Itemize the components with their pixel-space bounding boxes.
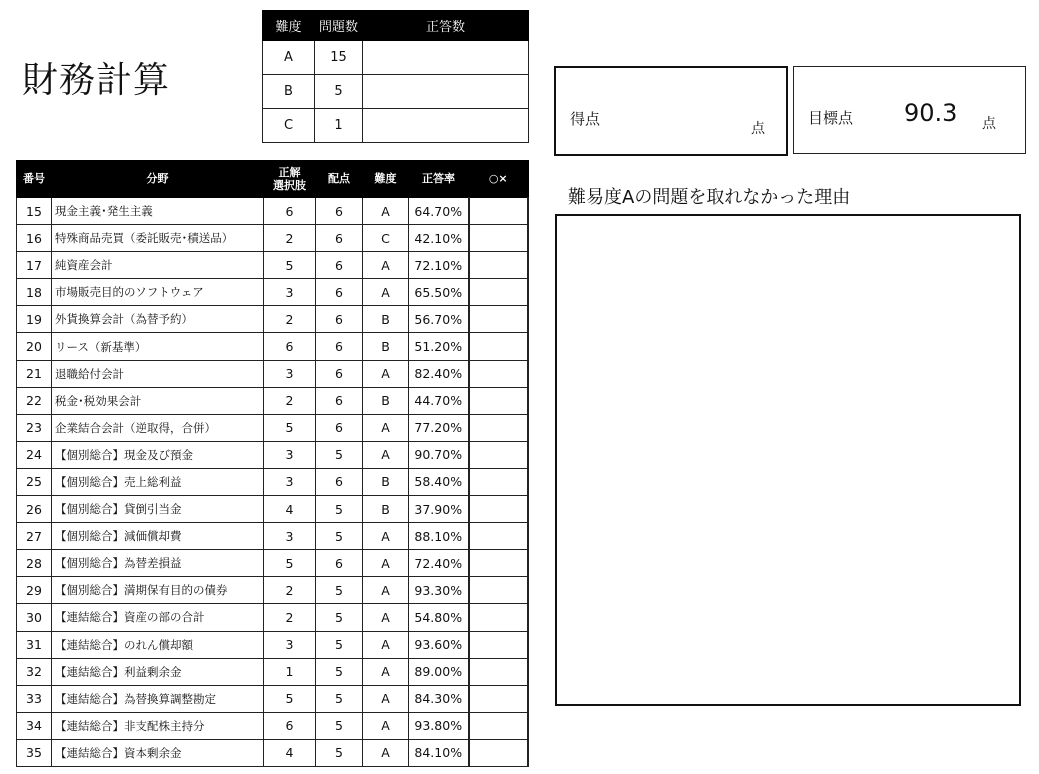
difficulty: B — [363, 333, 409, 360]
difficulty-row — [263, 75, 529, 109]
correct-choice: 6 — [264, 712, 316, 739]
table-row — [17, 604, 529, 631]
correct-choice: 2 — [264, 577, 316, 604]
question-number: 18 — [17, 279, 52, 306]
points: 6 — [316, 279, 363, 306]
field-name: 企業結合会計（逆取得，合併） — [52, 414, 264, 441]
correct-rate: 93.60% — [409, 631, 469, 658]
difficulty: A — [363, 658, 409, 685]
field-name: 【個別総合】満期保有目的の債券 — [52, 577, 264, 604]
difficulty: C — [363, 225, 409, 252]
table-row — [17, 198, 529, 225]
result-mark-input[interactable] — [469, 604, 529, 631]
target-unit: 点 — [982, 116, 996, 132]
table-row — [17, 550, 529, 577]
correct-rate: 44.70% — [409, 387, 469, 414]
points: 5 — [316, 631, 363, 658]
difficulty-row — [263, 109, 529, 143]
header-count: 問題数 — [315, 11, 363, 41]
points: 5 — [316, 712, 363, 739]
table-row — [17, 441, 529, 468]
header-result: ○× — [469, 161, 529, 198]
result-mark-input[interactable] — [469, 631, 529, 658]
points: 6 — [316, 333, 363, 360]
points: 5 — [316, 739, 363, 766]
correct-choice: 2 — [264, 387, 316, 414]
correct-choice: 2 — [264, 604, 316, 631]
difficulty: A — [363, 712, 409, 739]
correct-choice: 3 — [264, 279, 316, 306]
field-name: 【個別総合】売上総利益 — [52, 468, 264, 495]
question-number: 17 — [17, 252, 52, 279]
field-name: 【連結総合】のれん償却額 — [52, 631, 264, 658]
question-number: 24 — [17, 441, 52, 468]
question-number: 28 — [17, 550, 52, 577]
correct-rate: 37.90% — [409, 496, 469, 523]
score-label: 得点 — [570, 110, 601, 128]
correct-rate: 51.20% — [409, 333, 469, 360]
question-number: 27 — [17, 523, 52, 550]
question-number: 19 — [17, 306, 52, 333]
target-label: 目標点 — [808, 109, 854, 127]
question-count: 15 — [315, 41, 363, 75]
target-value: 90.3 — [904, 99, 958, 127]
difficulty: B — [363, 468, 409, 495]
result-mark-input[interactable] — [469, 523, 529, 550]
table-row — [17, 739, 529, 766]
question-number: 33 — [17, 685, 52, 712]
result-mark-input[interactable] — [469, 441, 529, 468]
table-row — [17, 468, 529, 495]
field-name: 【連結総合】資産の部の合計 — [52, 604, 264, 631]
field-name: 市場販売目的のソフトウェア — [52, 279, 264, 306]
result-mark-input[interactable] — [469, 496, 529, 523]
difficulty: A — [363, 739, 409, 766]
points: 6 — [316, 198, 363, 225]
field-name: リース（新基準） — [52, 333, 264, 360]
question-count: 1 — [315, 109, 363, 143]
field-name: 純資産会計 — [52, 252, 264, 279]
field-name: 特殊商品売買（委託販売･積送品） — [52, 225, 264, 252]
result-mark-input[interactable] — [469, 550, 529, 577]
table-row — [17, 577, 529, 604]
table-row — [17, 658, 529, 685]
correct-rate: 89.00% — [409, 658, 469, 685]
difficulty: A — [363, 360, 409, 387]
table-row — [17, 414, 529, 441]
question-number: 34 — [17, 712, 52, 739]
field-name: 【個別総合】為替差損益 — [52, 550, 264, 577]
correct-choice: 2 — [264, 225, 316, 252]
correct-choice: 3 — [264, 360, 316, 387]
points: 5 — [316, 577, 363, 604]
difficulty: A — [363, 604, 409, 631]
reason-title: 難易度Aの問題を取れなかった理由 — [568, 187, 851, 208]
difficulty-summary-table — [262, 10, 529, 143]
header-field: 分野 — [52, 161, 264, 198]
table-row — [17, 225, 529, 252]
correct-rate: 77.20% — [409, 414, 469, 441]
question-number: 29 — [17, 577, 52, 604]
correct-count-input[interactable] — [363, 75, 529, 109]
points: 6 — [316, 252, 363, 279]
correct-choice: 3 — [264, 523, 316, 550]
correct-rate: 72.40% — [409, 550, 469, 577]
correct-count-input[interactable] — [363, 109, 529, 143]
difficulty: B — [363, 306, 409, 333]
correct-choice: 2 — [264, 306, 316, 333]
points: 6 — [316, 387, 363, 414]
correct-rate: 64.70% — [409, 198, 469, 225]
table-row — [17, 712, 529, 739]
correct-rate: 56.70% — [409, 306, 469, 333]
question-number: 23 — [17, 414, 52, 441]
table-row — [17, 333, 529, 360]
result-mark-input[interactable] — [469, 387, 529, 414]
correct-choice: 3 — [264, 441, 316, 468]
reason-textbox[interactable] — [555, 214, 1021, 706]
correct-choice: 5 — [264, 252, 316, 279]
correct-rate: 93.80% — [409, 712, 469, 739]
header-answer-choice: 正解 選択肢 — [264, 161, 316, 198]
points: 5 — [316, 658, 363, 685]
page-title: 財務計算 — [22, 60, 171, 101]
table-row — [17, 523, 529, 550]
points: 5 — [316, 523, 363, 550]
points: 6 — [316, 225, 363, 252]
question-number: 22 — [17, 387, 52, 414]
correct-rate: 84.10% — [409, 739, 469, 766]
correct-rate: 88.10% — [409, 523, 469, 550]
result-mark-input[interactable] — [469, 685, 529, 712]
table-row — [17, 685, 529, 712]
table-row — [17, 496, 529, 523]
table-row — [17, 360, 529, 387]
field-name: 税金･税効果会計 — [52, 387, 264, 414]
question-number: 32 — [17, 658, 52, 685]
question-number: 25 — [17, 468, 52, 495]
correct-rate: 72.10% — [409, 252, 469, 279]
question-number: 16 — [17, 225, 52, 252]
correct-choice: 3 — [264, 631, 316, 658]
question-number: 26 — [17, 496, 52, 523]
result-mark-input[interactable] — [469, 712, 529, 739]
points: 6 — [316, 468, 363, 495]
correct-choice: 5 — [264, 550, 316, 577]
result-mark-input[interactable] — [469, 333, 529, 360]
question-number: 31 — [17, 631, 52, 658]
difficulty: A — [363, 631, 409, 658]
result-mark-input[interactable] — [469, 225, 529, 252]
table-row — [17, 631, 529, 658]
question-number: 30 — [17, 604, 52, 631]
difficulty: A — [363, 198, 409, 225]
question-number: 35 — [17, 739, 52, 766]
correct-choice: 4 — [264, 739, 316, 766]
table-row — [17, 279, 529, 306]
header-points: 配点 — [316, 161, 363, 198]
result-mark-input[interactable] — [469, 468, 529, 495]
correct-rate: 54.80% — [409, 604, 469, 631]
points: 6 — [316, 360, 363, 387]
score-unit: 点 — [751, 121, 765, 137]
question-number: 15 — [17, 198, 52, 225]
correct-choice: 4 — [264, 496, 316, 523]
result-mark-input[interactable] — [469, 414, 529, 441]
points: 6 — [316, 550, 363, 577]
result-mark-input[interactable] — [469, 577, 529, 604]
header-rate: 正答率 — [409, 161, 469, 198]
difficulty: A — [363, 441, 409, 468]
result-mark-input[interactable] — [469, 306, 529, 333]
field-name: 【連結総合】非支配株主持分 — [52, 712, 264, 739]
difficulty: A — [363, 550, 409, 577]
result-mark-input[interactable] — [469, 198, 529, 225]
difficulty: A — [363, 523, 409, 550]
question-number: 21 — [17, 360, 52, 387]
field-name: 現金主義･発生主義 — [52, 198, 264, 225]
result-mark-input[interactable] — [469, 658, 529, 685]
difficulty: A — [363, 685, 409, 712]
difficulty-row — [263, 41, 529, 75]
score-box — [554, 66, 788, 156]
result-mark-input[interactable] — [469, 279, 529, 306]
field-name: 【連結総合】利益剰余金 — [52, 658, 264, 685]
header-difficulty: 難度 — [263, 11, 315, 41]
result-mark-input[interactable] — [469, 252, 529, 279]
questions-table — [16, 160, 529, 767]
points: 5 — [316, 604, 363, 631]
correct-choice: 3 — [264, 468, 316, 495]
field-name: 【個別総合】減価償却費 — [52, 523, 264, 550]
points: 6 — [316, 414, 363, 441]
correct-choice: 5 — [264, 685, 316, 712]
result-mark-input[interactable] — [469, 360, 529, 387]
difficulty: A — [363, 252, 409, 279]
correct-count-input[interactable] — [363, 41, 529, 75]
question-count: 5 — [315, 75, 363, 109]
correct-choice: 6 — [264, 333, 316, 360]
field-name: 【連結総合】為替換算調整勘定 — [52, 685, 264, 712]
correct-rate: 84.30% — [409, 685, 469, 712]
correct-rate: 65.50% — [409, 279, 469, 306]
difficulty: A — [363, 414, 409, 441]
field-name: 【個別総合】貸倒引当金 — [52, 496, 264, 523]
correct-choice: 6 — [264, 198, 316, 225]
correct-rate: 42.10% — [409, 225, 469, 252]
field-name: 【個別総合】現金及び預金 — [52, 441, 264, 468]
table-row — [17, 306, 529, 333]
correct-rate: 90.70% — [409, 441, 469, 468]
points: 6 — [316, 306, 363, 333]
question-number: 20 — [17, 333, 52, 360]
difficulty: A — [363, 279, 409, 306]
result-mark-input[interactable] — [469, 739, 529, 766]
difficulty: B — [363, 387, 409, 414]
points: 5 — [316, 441, 363, 468]
correct-choice: 5 — [264, 414, 316, 441]
difficulty-level: A — [263, 41, 315, 75]
header-difficulty: 難度 — [363, 161, 409, 198]
difficulty-level: B — [263, 75, 315, 109]
field-name: 【連結総合】資本剰余金 — [52, 739, 264, 766]
correct-rate: 93.30% — [409, 577, 469, 604]
field-name: 外貨換算会計（為替予約） — [52, 306, 264, 333]
header-correct: 正答数 — [363, 11, 529, 41]
table-row — [17, 252, 529, 279]
field-name: 退職給付会計 — [52, 360, 264, 387]
difficulty: B — [363, 496, 409, 523]
difficulty: A — [363, 577, 409, 604]
correct-rate: 82.40% — [409, 360, 469, 387]
points: 5 — [316, 685, 363, 712]
difficulty-level: C — [263, 109, 315, 143]
table-row — [17, 387, 529, 414]
target-score-box — [793, 66, 1026, 154]
header-number: 番号 — [17, 161, 52, 198]
correct-rate: 58.40% — [409, 468, 469, 495]
points: 5 — [316, 496, 363, 523]
correct-choice: 1 — [264, 658, 316, 685]
